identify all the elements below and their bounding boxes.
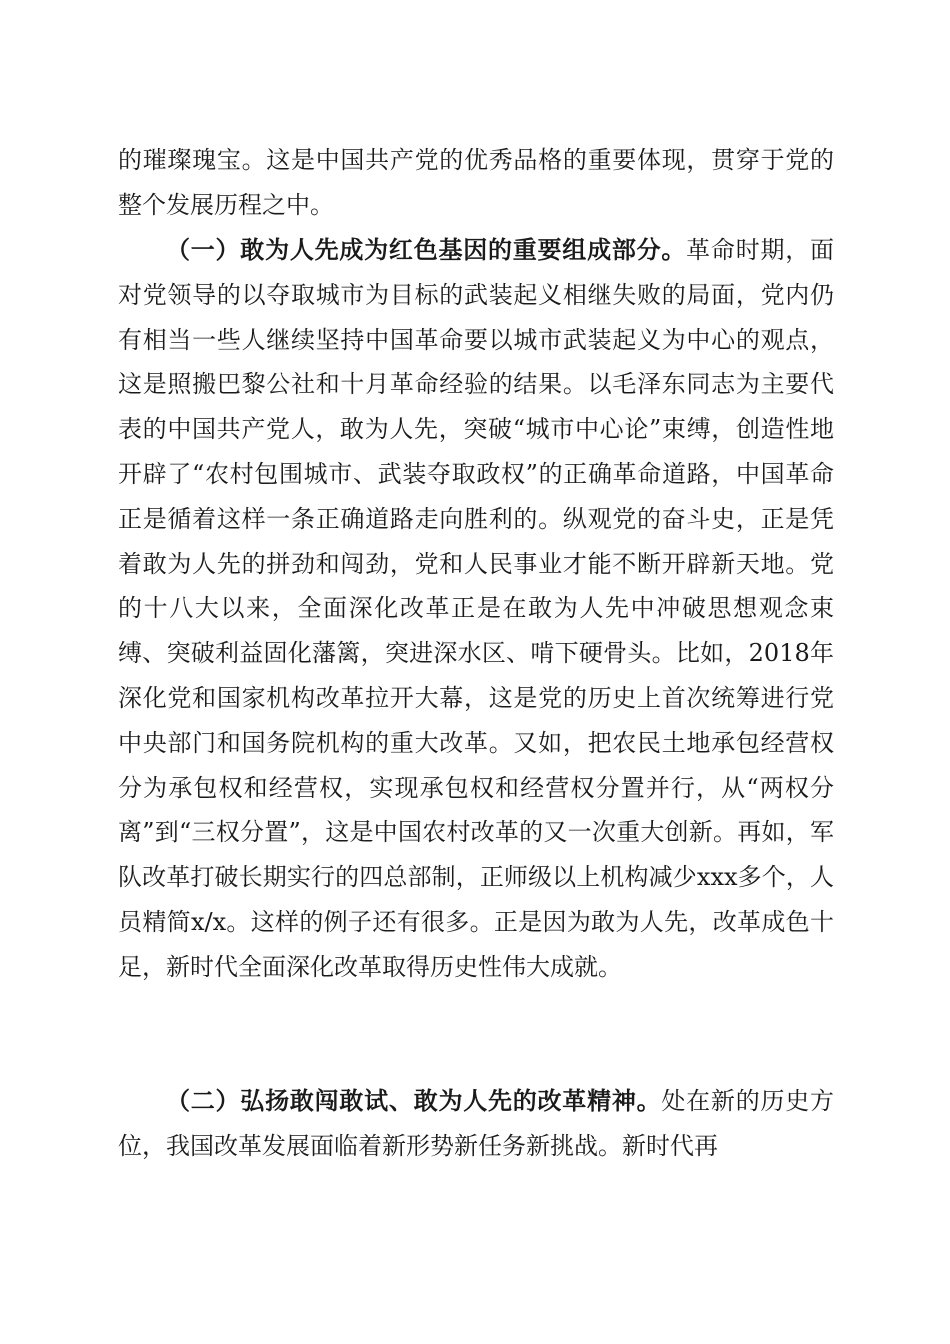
paragraph-3	[118, 1079, 834, 1169]
paragraph-1	[118, 138, 834, 228]
paragraph-2-text	[118, 228, 834, 990]
paragraph-1-text: 的璀璨瑰宝。这是中国共产党的优秀品格的重要体现，贯穿于党的整个发展历程之中。	[118, 146, 834, 219]
paragraph-3-body: 处在新的历史方位，我国改革发展面临着新形势新任务新挑战。新时代再	[118, 1087, 835, 1160]
section-heading-2: （二）弘扬敢闯敢试、敢为人先的改革精神。	[166, 1086, 662, 1115]
paragraph-3-text	[118, 1079, 834, 1169]
paragraph-2-body: 革命时期，面对党领导的以夺取城市为目标的武装起义相继失败的局面，党内仍有相当一些人继续坚持中国革命要以城市武装起义为中心的观点，这是照搬巴黎公社和十月革命经验的结果。以毛泽东同志为主要代表的中国共产党人，敢为人先，突破“城市中心论”束缚，创造性地开辟了“农村包围城市、武装夺取政权”的正确革命道路，中国革命正是循着这样一条正确道路走向胜利的。纵观党的奋斗史，正是凭着敢为人先的拼劲和闯劲，党和人民事业才能不断开辟新天地。党的十八大以来，全面深化改革正是在敢为人先中冲破思想观念束缚、突破利益固化藩篱，突进深水区、啃下硬骨头。比如，2018年深化党和国家机构改革拉开大幕，这是党的历史上首次统筹进行党中央部门和国务院机构的重大改革。又如，把农民土地承包经营权分为承包权和经营权，实现承包权和经营权分置并行，从“两权分离”到“三权分置”，这是中国农村改革的又一次重大创新。再如，军队改革打破长期实行的四总部制，正师级以上机构减少xxx多个，人员精简x/x。这样的例子还有很多。正是因为敢为人先，改革成色十足，新时代全面深化改革取得历史性伟大成就。	[118, 236, 835, 981]
section-heading-1: （一）敢为人先成为红色基因的重要组成部分。	[166, 235, 687, 264]
paragraph-2	[118, 228, 834, 990]
